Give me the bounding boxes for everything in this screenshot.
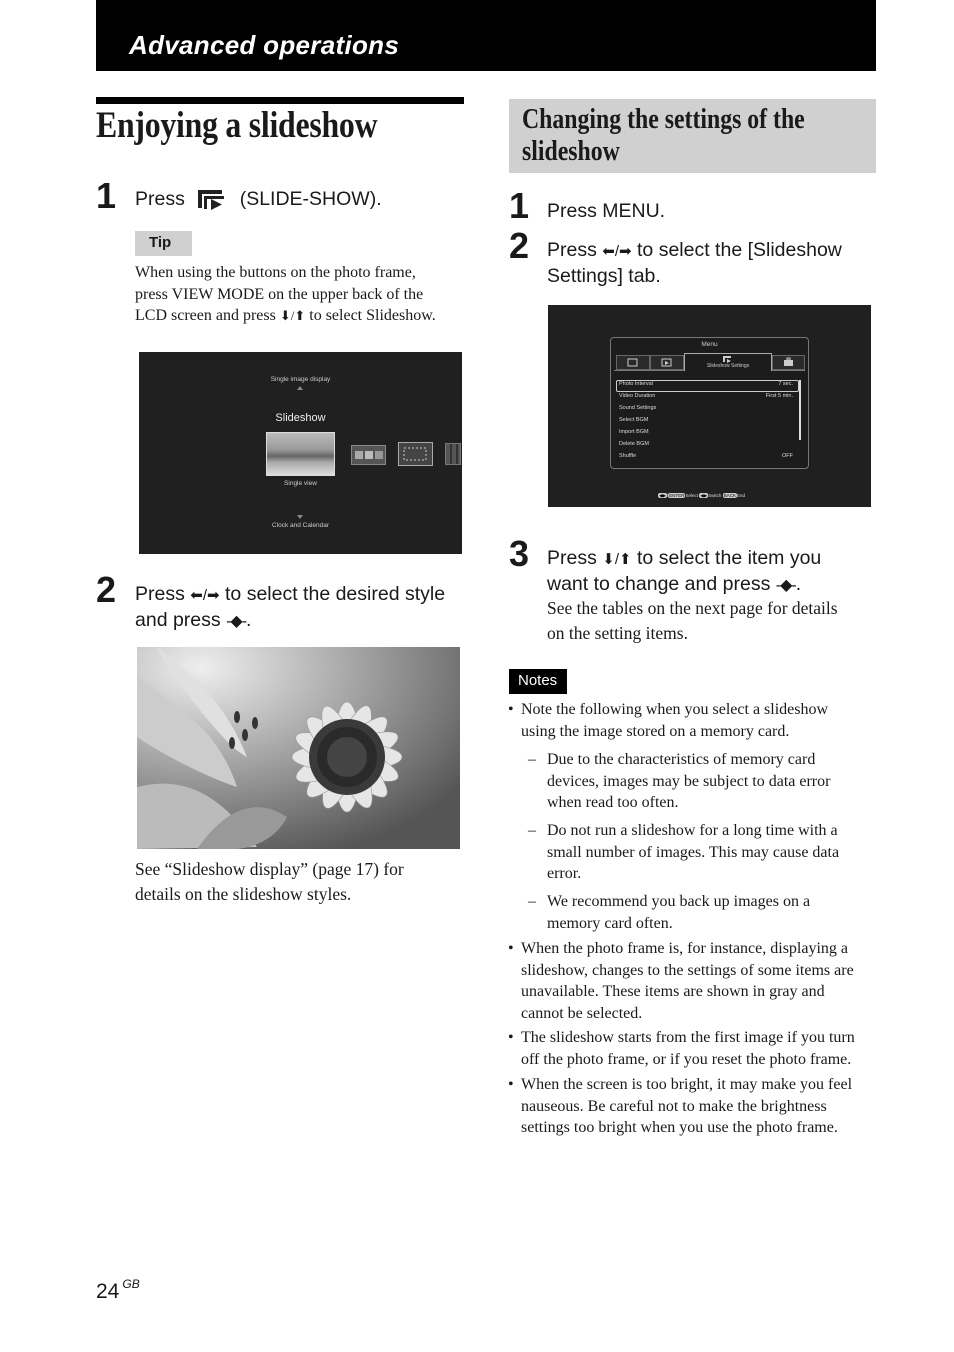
note-item: The slideshow starts from the first image if you turn off the photo frame, or if you reset the photo frame. bbox=[521, 1029, 855, 1068]
slideshow-style-thumb bbox=[351, 445, 386, 465]
view-mode-screen bbox=[139, 352, 462, 554]
step-text: Press ⬅/➡ to select the desired style and press -◆-. bbox=[135, 583, 446, 631]
settings-row[interactable]: Video Duration First 5 min. bbox=[619, 393, 793, 399]
slideshow-style-thumb-selected bbox=[266, 432, 335, 476]
section-heading-box bbox=[509, 99, 876, 173]
dash-icon: – bbox=[528, 893, 536, 910]
page-title: Enjoying a slideshow bbox=[96, 105, 378, 146]
enter-button-icon: -◆- bbox=[226, 613, 247, 630]
step-text: Press ⬇/⬆ to select the item you want to change and press -◆-. bbox=[547, 547, 822, 595]
step-number: 2 bbox=[509, 225, 530, 266]
menu-option-below: Single view bbox=[284, 480, 317, 487]
section-header-band bbox=[96, 0, 876, 71]
note-subitem: Due to the characteristics of memory card devices, images may be subject to data error when read too often. bbox=[547, 751, 831, 811]
button-hints: ◀▶ ENTERSelect ◀▶Switch BACKEnd bbox=[659, 493, 745, 498]
step-text-after: (SLIDE-SHOW). bbox=[239, 188, 382, 210]
language-code: GB bbox=[122, 1277, 140, 1291]
up-caret-icon bbox=[297, 386, 303, 390]
multi-thumb-icon bbox=[352, 446, 385, 464]
settings-row[interactable]: Select BGM bbox=[619, 417, 649, 423]
slideshow-style-thumb bbox=[445, 443, 461, 465]
tab-view-mode bbox=[616, 355, 650, 370]
scrollbar[interactable] bbox=[799, 380, 801, 440]
step-number: 2 bbox=[96, 569, 117, 610]
step-detail: See the tables on the next page for details on the setting items. bbox=[547, 598, 838, 643]
note-item: When the screen is too bright, it may make you feel nauseous. Be careful not to make the brightness settings too bright when you use the photo frame. bbox=[521, 1076, 853, 1136]
toolbox-tab-icon bbox=[773, 356, 804, 369]
notes-label-box bbox=[509, 669, 567, 694]
slideshow-display-caption: See “Slideshow display” (page 17) for details on the slideshow styles. bbox=[135, 859, 404, 904]
step-number: 3 bbox=[509, 533, 530, 574]
note-subitem: Do not run a slideshow for a long time with a small number of images. This may cause data error. bbox=[547, 822, 840, 882]
step-text: Press MENU. bbox=[547, 200, 666, 222]
bullet-icon: • bbox=[508, 940, 514, 957]
tip-text bbox=[135, 262, 465, 327]
section-heading: Changing the settings of the slideshow bbox=[522, 103, 805, 167]
back-key-label: BACK bbox=[723, 493, 736, 498]
bullet-icon: • bbox=[508, 1076, 514, 1093]
arrow-keys-icon: ◀▶ bbox=[659, 493, 666, 498]
tip-line: press VIEW MODE on the upper back of the bbox=[135, 285, 424, 303]
settings-row[interactable]: Photo Interval 7 sec. bbox=[619, 381, 793, 387]
down-up-arrows-icon: ⬇/⬆ bbox=[602, 551, 632, 568]
menu-tab-bar bbox=[614, 353, 805, 371]
step-number: 1 bbox=[509, 185, 530, 226]
note-item: Note the following when you select a slideshow using the image stored on a memory card. bbox=[521, 701, 829, 740]
step-text: Press ⬅/➡ to select the [Slideshow Settings] tab. bbox=[547, 239, 842, 287]
left-right-arrows-icon: ⬅/➡ bbox=[190, 587, 220, 604]
menu-option-selected: Slideshow bbox=[275, 412, 326, 424]
settings-row[interactable]: Delete BGM bbox=[619, 441, 649, 447]
tab-play bbox=[650, 355, 684, 370]
dash-icon: – bbox=[528, 822, 536, 839]
tab-tools bbox=[772, 355, 805, 370]
view-mode-tab-icon bbox=[617, 356, 649, 369]
press-label: Press bbox=[135, 188, 185, 210]
note-subitem: We recommend you back up images on a memory card often. bbox=[547, 893, 811, 932]
enter-button-icon: -◆- bbox=[775, 577, 796, 594]
settings-row[interactable]: Import BGM bbox=[619, 429, 649, 435]
play-tab-icon bbox=[651, 356, 683, 369]
slideshow-icon bbox=[196, 187, 228, 211]
step-text bbox=[135, 187, 382, 212]
title-rule bbox=[96, 97, 464, 104]
bullet-icon: • bbox=[508, 701, 514, 718]
enter-key-label: ENTER bbox=[669, 493, 685, 498]
left-right-arrows-icon: ⬅/➡ bbox=[602, 243, 632, 260]
settings-row[interactable]: Sound Settings bbox=[619, 405, 657, 411]
tab-title: Slideshow Settings bbox=[706, 363, 750, 369]
down-up-arrows-icon: ⬇/⬆ bbox=[279, 308, 306, 323]
tip-label: Tip bbox=[149, 234, 172, 251]
sample-photo bbox=[137, 647, 460, 849]
note-item: When the photo frame is, for instance, displaying a slideshow, changes to the settings of some items are unavailable. These items are shown in gray and cannot be selected. bbox=[521, 940, 854, 1022]
slideshow-style-thumb bbox=[398, 442, 433, 466]
dash-icon: – bbox=[528, 751, 536, 768]
bullet-icon: • bbox=[508, 1029, 514, 1046]
notes-label: Notes bbox=[518, 672, 558, 689]
sunflower-photo-image bbox=[137, 647, 460, 849]
step-number: 1 bbox=[96, 175, 117, 216]
tip-label-box bbox=[135, 231, 192, 256]
page-number: 24 $^{GB}$ bbox=[96, 1277, 140, 1303]
menu-title: Menu bbox=[701, 341, 718, 348]
scatter-thumb-icon bbox=[399, 443, 432, 465]
tip-line: LCD screen and press ⬇/⬆ to select Slideshow. bbox=[135, 307, 436, 324]
menu-option-bottom: Clock and Calendar bbox=[271, 522, 330, 529]
tip-line: When using the buttons on the photo frame, bbox=[135, 264, 416, 281]
switch-keys-icon: ◀▶ bbox=[700, 493, 708, 498]
section-title: Advanced operations bbox=[129, 30, 400, 60]
tab-slideshow-settings[interactable] bbox=[684, 353, 772, 371]
menu-window bbox=[610, 337, 809, 469]
slideshow-settings-screen bbox=[548, 305, 871, 507]
down-caret-icon bbox=[297, 515, 303, 519]
settings-row[interactable]: Shuffle OFF bbox=[619, 453, 793, 459]
menu-option-top: Single image display bbox=[270, 376, 331, 383]
